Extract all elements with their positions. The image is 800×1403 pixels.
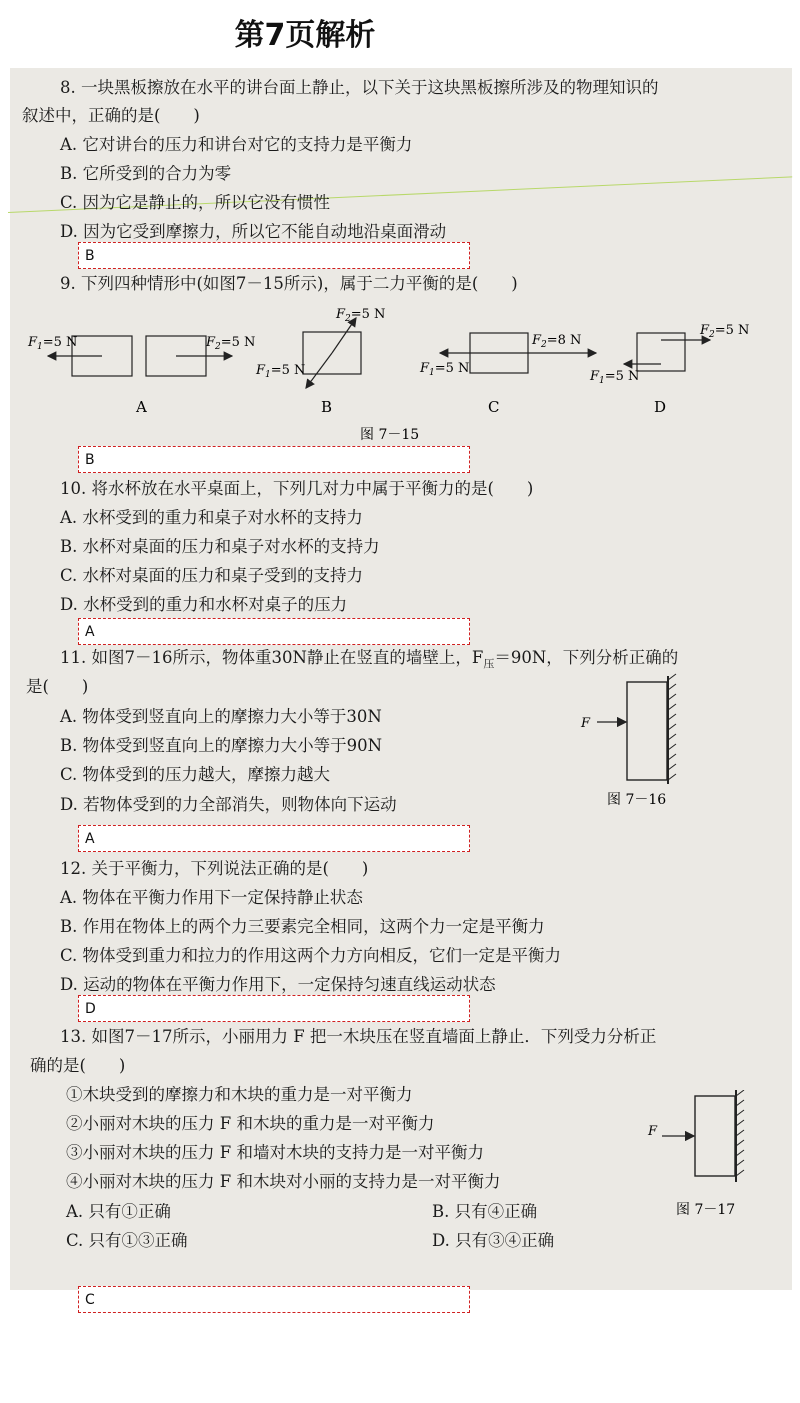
q13-option-d: D. 只有③④正确: [432, 1231, 555, 1250]
q9-answer-box: B: [78, 446, 470, 473]
svg-text:F1=5 N: $F_1=5$ N: [420, 361, 470, 378]
q11-stem-line2: 是( ): [26, 677, 89, 696]
q13-wall-hatch: [736, 1090, 744, 1176]
svg-text:F1=5 N: $F_1=5$ N: [28, 335, 78, 352]
q9-label-b: B: [321, 398, 333, 416]
q8-stem-line1: 8. 一块黑板擦放在水平的讲台面上静止，以下关于这块黑板擦所涉及的物理知识的: [60, 78, 659, 97]
q13-figure-caption: 图 7－17: [676, 1202, 736, 1218]
q9-label-a: A: [136, 398, 147, 416]
q13-statement-3: ③小丽对木块的压力 F 和墙对木块的支持力是一对平衡力: [66, 1143, 484, 1162]
q12-option-b: B. 作用在物体上的两个力三要素完全相同，这两个力一定是平衡力: [60, 917, 545, 936]
page-title: 第7页解析: [234, 18, 376, 53]
q13-stem-line1: 13. 如图7－17所示，小丽用力 F 把一木块压在竖直墙面上静止．下列受力分析正: [60, 1027, 657, 1046]
q9-figure-caption: 图 7－15: [360, 427, 420, 443]
q8-option-d: D. 因为它受到摩擦力，所以它不能自动地沿桌面滑动: [60, 222, 447, 241]
q8-option-c: C. 因为它是静止的，所以它没有惯性: [60, 193, 331, 212]
svg-text:F: F: [581, 716, 591, 731]
q10-option-a: A. 水杯受到的重力和桌子对水杯的支持力: [60, 508, 363, 527]
q9-label-d: D: [654, 398, 667, 416]
q11-wall-hatch: [668, 674, 676, 780]
q9-label-c: C: [488, 398, 500, 416]
q10-option-b: B. 水杯对桌面的压力和桌子对水杯的支持力: [60, 537, 380, 556]
q10-option-c: C. 水杯对桌面的压力和桌子受到的支持力: [60, 566, 364, 585]
q11-option-c: C. 物体受到的压力越大，摩擦力越大: [60, 765, 331, 784]
q9-figure: [20, 300, 760, 450]
q11-option-a: A. 物体受到竖直向上的摩擦力大小等于30N: [60, 707, 382, 726]
q10-answer-box: A: [78, 618, 470, 645]
q13-figure: [640, 1090, 760, 1225]
q8-option-a: A. 它对讲台的压力和讲台对它的支持力是平衡力: [60, 135, 413, 154]
q13-option-b: B. 只有④正确: [432, 1202, 538, 1221]
q12-option-c: C. 物体受到重力和拉力的作用这两个力方向相反，它们一定是平衡力: [60, 946, 562, 965]
q10-option-d: D. 水杯受到的重力和水杯对桌子的压力: [60, 595, 348, 614]
q12-option-d: D. 运动的物体在平衡力作用下，一定保持匀速直线运动状态: [60, 975, 496, 994]
q10-stem: 10. 将水杯放在水平桌面上，下列几对力中属于平衡力的是( ): [60, 479, 534, 498]
svg-text:F2=5 N: $F_2=5$ N: [336, 307, 386, 324]
q9-stem: 9. 下列四种情形中(如图7－15所示)，属于二力平衡的是( ): [60, 274, 518, 293]
q9-d-box: [637, 333, 685, 371]
q9-b-arrow-f2: [332, 318, 356, 353]
q12-stem: 12. 关于平衡力，下列说法正确的是( ): [60, 859, 369, 878]
q13-option-a: A. 只有①正确: [66, 1202, 171, 1221]
q13-statement-2: ②小丽对木块的压力 F 和木块的重力是一对平衡力: [66, 1114, 435, 1133]
q13-statement-1: ①木块受到的摩擦力和木块的重力是一对平衡力: [66, 1085, 413, 1104]
q11-figure-caption: 图 7－16: [607, 792, 667, 808]
svg-text:F1=5 N: $F_1=5$ N: [590, 369, 640, 386]
svg-text:F: F: [648, 1124, 658, 1139]
q13-option-c: C. 只有①③正确: [66, 1231, 188, 1250]
q13-statement-4: ④小丽对木块的压力 F 和木块对小丽的支持力是一对平衡力: [66, 1172, 501, 1191]
q11-stem-line1: 11. 如图7－16所示，物体重30N静止在竖直的墙壁上，$F_压=90N$，下列分析正确的: [60, 648, 679, 671]
q11-figure: [575, 672, 695, 812]
q8-stem-line2: 叙述中，正确的是( ): [22, 106, 200, 125]
svg-text:F2=5 N: $F_2=5$ N: [700, 323, 750, 340]
q8-answer-box: B: [78, 242, 470, 269]
q11-block: [627, 682, 667, 780]
q13-answer-box: C: [78, 1286, 470, 1313]
q13-stem-line2: 确的是( ): [30, 1056, 126, 1075]
q9-b-arrow-f1: [306, 353, 332, 388]
q11-option-d: D. 若物体受到的力全部消失，则物体向下运动: [60, 795, 397, 814]
q11-option-b: B. 物体受到竖直向上的摩擦力大小等于90N: [60, 736, 383, 755]
q11-answer-box: A: [78, 825, 470, 852]
q12-answer-box: D: [78, 995, 470, 1022]
q12-option-a: A. 物体在平衡力作用下一定保持静止状态: [60, 888, 363, 907]
svg-text:F1=5 N: $F_1=5$ N: [256, 363, 306, 380]
svg-text:F2=8 N: $F_2=8$ N: [532, 333, 582, 350]
q13-block: [695, 1096, 735, 1176]
q8-option-b: B. 它所受到的合力为零: [60, 164, 232, 183]
svg-text:F2=5 N: $F_2=5$ N: [206, 335, 256, 352]
